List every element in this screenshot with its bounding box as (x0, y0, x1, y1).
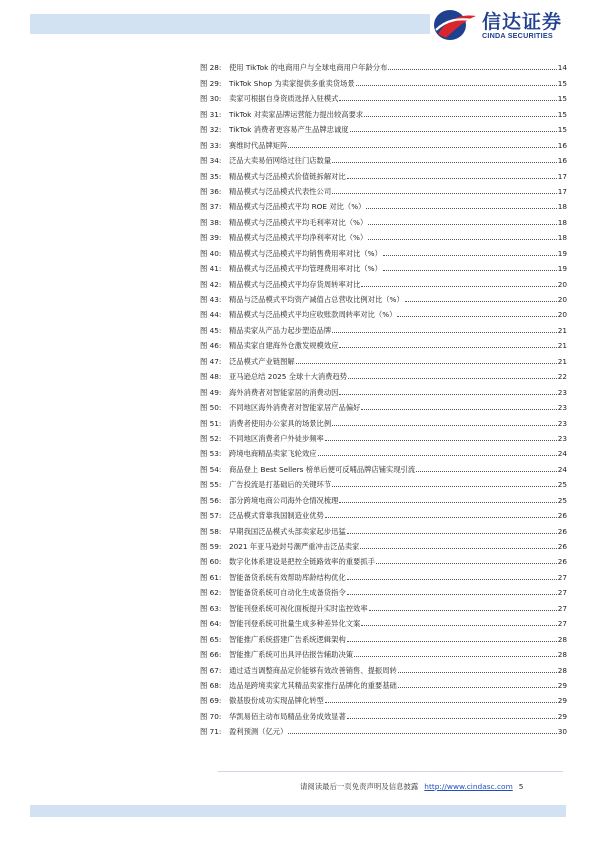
toc-entry[interactable] (200, 721, 567, 736)
toc-entry[interactable] (200, 304, 567, 319)
toc-entry[interactable] (200, 289, 567, 304)
toc-figure-title: 泛品大卖易佰网络过往门店数量 (229, 156, 332, 166)
toc-figure-label: 图 38: (200, 217, 222, 227)
toc-dot-leader (339, 347, 556, 348)
toc-page-number: 14 (557, 63, 567, 73)
toc-entry[interactable] (200, 644, 567, 659)
toc-page-number: 25 (557, 480, 567, 490)
toc-figure-label: 图 45: (200, 325, 222, 335)
toc-dot-leader (383, 255, 557, 256)
toc-figure-label: 图 69: (200, 696, 222, 706)
toc-figure-title: 精品卖家从产品力起步塑造品牌 (229, 325, 332, 335)
toc-dot-leader (388, 69, 556, 70)
toc-figure-label: 图 36: (200, 186, 222, 196)
toc-figure-title: 盈利预测（亿元） (229, 727, 288, 737)
toc-figure-label: 图 34: (200, 156, 222, 166)
toc-dot-leader (350, 131, 557, 132)
toc-figure-title: 精品与泛品模式平均资产减值占总营收比例对比（%） (229, 295, 404, 304)
toc-figure-label: 图 30: (200, 94, 222, 104)
toc-page-number: 20 (557, 295, 567, 304)
toc-page-number: 18 (557, 217, 567, 227)
toc-figure-title: 泛品模式背靠我国制造业优势 (229, 511, 324, 521)
toc-figure-label: 图 31: (200, 109, 222, 119)
toc-entry[interactable] (200, 211, 567, 226)
toc-figure-label: 图 61: (200, 572, 222, 582)
toc-dot-leader (405, 301, 557, 302)
toc-figure-label: 图 32: (200, 125, 222, 135)
toc-figure-label: 图 47: (200, 356, 222, 366)
toc-figure-label: 图 39: (200, 233, 222, 243)
toc-entry[interactable] (200, 474, 567, 489)
toc-entry[interactable] (200, 165, 567, 180)
toc-figure-title: 精品模式与泛品模式价值链拆解对比 (229, 171, 346, 181)
toc-page-number: 27 (557, 619, 567, 629)
toc-entry[interactable] (200, 227, 567, 242)
toc-figure-label: 图 67: (200, 665, 222, 675)
toc-figure-label: 图 63: (200, 603, 222, 613)
toc-figure-title: 智能推广系统可出具评估报告辅助决策 (229, 650, 354, 660)
logo-text-cn: 信达证券 (482, 11, 563, 33)
toc-page-number: 29 (557, 711, 567, 721)
toc-entry[interactable] (200, 366, 567, 381)
toc-entry[interactable] (200, 520, 567, 535)
toc-page-number: 26 (557, 526, 567, 536)
toc-figure-title: 泛品模式产业链图解 (229, 356, 295, 366)
toc-figure-label: 图 43: (200, 295, 222, 304)
toc-entry[interactable] (200, 675, 567, 690)
toc-figure-title: 跨境电商精品卖家飞轮效应 (229, 449, 317, 459)
toc-dot-leader (361, 625, 556, 626)
toc-page-number: 25 (557, 495, 567, 505)
toc-figure-title: 卖家可根据自身资质选择入驻模式 (229, 94, 339, 104)
toc-page-number: 18 (557, 233, 567, 243)
toc-entry[interactable] (200, 72, 567, 87)
toc-entry[interactable] (200, 150, 567, 165)
toc-entry[interactable] (200, 536, 567, 551)
toc-dot-leader (364, 116, 557, 117)
toc-figure-title: TikTok Shop 为卖家提供多重卖货场景 (229, 78, 355, 88)
toc-figure-title: 精品模式与泛品模式平均净利率对比（%） (229, 233, 368, 243)
toc-figure-label: 图 35: (200, 171, 222, 181)
toc-page-number: 23 (557, 387, 567, 397)
toc-figure-label: 图 28: (200, 63, 222, 73)
toc-entry[interactable] (200, 258, 567, 273)
toc-figure-label: 图 52: (200, 433, 222, 443)
toc-entry[interactable] (200, 319, 567, 334)
toc-figure-title: 不同地区海外消费者对智能家居产品偏好 (229, 403, 361, 413)
toc-page-number: 15 (557, 125, 567, 135)
toc-dot-leader (347, 178, 557, 179)
toc-dot-leader (360, 548, 556, 549)
toc-entry[interactable] (200, 458, 567, 473)
toc-figure-label: 图 51: (200, 418, 222, 428)
toc-page-number: 28 (557, 634, 567, 644)
toc-figure-label: 图 56: (200, 495, 222, 505)
toc-figure-label: 图 54: (200, 464, 222, 474)
toc-figure-label: 图 60: (200, 557, 222, 567)
toc-dot-leader (325, 702, 557, 703)
toc-figure-title: 智能推广系统搭建广告系统逻辑架构 (229, 634, 346, 644)
toc-page-number: 21 (557, 325, 567, 335)
toc-dot-leader (397, 316, 556, 317)
toc-figure-title: 精品模式与泛品模式平均销售费用率对比（%） (229, 248, 382, 258)
toc-entry[interactable] (200, 443, 567, 458)
toc-entry[interactable] (200, 88, 567, 103)
toc-page-number: 30 (557, 727, 567, 737)
cinda-logo (432, 6, 572, 42)
toc-dot-leader (347, 533, 557, 534)
toc-figure-label: 图 53: (200, 449, 222, 459)
toc-entry[interactable] (200, 628, 567, 643)
toc-page-number: 21 (557, 356, 567, 366)
toc-entry[interactable] (200, 196, 567, 211)
page-number: 5 (518, 782, 524, 791)
toc-page-number: 15 (557, 78, 567, 88)
toc-figure-title: 早期我国泛品模式头部卖家起步迅猛 (229, 526, 346, 536)
toc-dot-leader (339, 394, 556, 395)
toc-figure-label: 图 59: (200, 542, 222, 551)
toc-figure-title: 精品模式与泛品模式平均存货周转率对比 (229, 279, 361, 289)
toc-entry[interactable] (200, 181, 567, 196)
toc-figure-label: 图 42: (200, 279, 222, 289)
toc-dot-leader (332, 332, 557, 333)
toc-figure-label: 图 41: (200, 264, 222, 274)
toc-page-number: 19 (557, 248, 567, 258)
toc-page-number: 17 (557, 171, 567, 181)
toc-dot-leader (376, 563, 557, 564)
toc-figure-title: 使用 TikTok 的电商用户与全球电商用户年龄分布 (229, 63, 388, 73)
toc-figure-title: 部分跨境电商公司海外仓情况梳理 (229, 495, 339, 505)
toc-page-number: 21 (557, 341, 567, 351)
footer-divider (218, 771, 563, 772)
toc-dot-leader (332, 193, 557, 194)
toc-page-number: 22 (557, 372, 567, 382)
toc-page-number: 16 (557, 156, 567, 166)
toc-figure-title: 华凯易佰主动布局精品业务成效显著 (229, 711, 346, 721)
toc-entry[interactable] (200, 103, 567, 118)
footer (300, 781, 523, 792)
toc-figure-title: 智能刊登系统可视化面板提升实时监控效率 (229, 603, 368, 613)
toc-page-number: 20 (557, 310, 567, 320)
toc-figure-title: 精品模式与泛品模式代表性公司 (229, 186, 332, 196)
toc-figure-title: 精品模式与泛品模式平均应收账款周转率对比（%） (229, 310, 397, 320)
toc-figure-label: 图 49: (200, 387, 222, 397)
logo-text-en: CINDA SECURITIES (482, 31, 553, 40)
toc-page-number: 23 (557, 433, 567, 443)
toc-entry[interactable] (200, 381, 567, 396)
footer-url-link[interactable]: http://www.cindasc.com (424, 782, 513, 791)
toc-figure-title: 智能备货系统有效帮助库龄结构优化 (229, 572, 346, 582)
toc-figure-title: 消费者使用办公家具的场景比例 (229, 418, 332, 428)
toc-entry[interactable] (200, 134, 567, 149)
toc-page-number: 27 (557, 588, 567, 598)
toc-figure-title: 精品模式与泛品模式平均 ROE 对比（%） (229, 202, 366, 212)
toc-dot-leader (416, 471, 556, 472)
toc-dot-leader (356, 85, 557, 86)
toc-dot-leader (288, 733, 556, 734)
toc-dot-leader (366, 208, 556, 209)
toc-page-number: 18 (557, 202, 567, 212)
toc-figure-title: 精品模式与泛品模式平均管理费用率对比（%） (229, 264, 382, 274)
toc-figure-label: 图 68: (200, 680, 222, 690)
toc-dot-leader (325, 517, 557, 518)
toc-figure-label: 图 57: (200, 511, 222, 521)
toc-figure-title: 广告投流是打基础后的关键环节 (229, 480, 332, 490)
toc-entry[interactable] (200, 57, 567, 72)
toc-entry[interactable] (200, 597, 567, 612)
toc-dot-leader (369, 610, 557, 611)
toc-entry[interactable] (200, 242, 567, 257)
toc-entry[interactable] (200, 690, 567, 705)
toc-dot-leader (361, 286, 556, 287)
toc-page-number: 26 (557, 511, 567, 521)
toc-entry[interactable] (200, 350, 567, 365)
toc-entry[interactable] (200, 119, 567, 134)
toc-figure-label: 图 48: (200, 372, 222, 382)
toc-figure-title: 不同地区消费者户外徒步频率 (229, 433, 324, 443)
toc-entry[interactable] (200, 489, 567, 504)
toc-dot-leader (332, 425, 557, 426)
toc-figure-label: 图 64: (200, 619, 222, 629)
toc-figure-title: 傲基股份成功实现品牌化转型 (229, 696, 324, 706)
toc-figure-label: 图 55: (200, 480, 222, 490)
toc-dot-leader (368, 239, 556, 240)
toc-figure-label: 图 33: (200, 140, 222, 150)
toc-dot-leader (347, 641, 557, 642)
toc-entry[interactable] (200, 551, 567, 566)
toc-page-number: 27 (557, 572, 567, 582)
toc-entry[interactable] (200, 412, 567, 427)
cinda-logo-icon (432, 8, 478, 42)
toc-figure-label: 图 29: (200, 78, 222, 88)
toc-page-number: 26 (557, 542, 567, 551)
figure-list (200, 57, 567, 736)
toc-page-number: 15 (557, 94, 567, 104)
toc-figure-title: TikTok 消费者更容易产生品牌忠诚度 (229, 125, 349, 135)
toc-page-number: 17 (557, 186, 567, 196)
toc-figure-title: TikTok 对卖家品牌运营能力提出较高要求 (229, 109, 364, 119)
toc-dot-leader (296, 363, 557, 364)
toc-page-number: 23 (557, 403, 567, 413)
toc-dot-leader (398, 687, 557, 688)
footer-disclaimer: 请阅读最后一页免责声明及信息披露 (300, 782, 419, 791)
toc-page-number: 26 (557, 557, 567, 567)
toc-figure-title: 精品卖家自建海外仓激发规模效应 (229, 341, 339, 351)
toc-figure-title: 海外消费者对智能家居的消费动因 (229, 387, 339, 397)
toc-figure-label: 图 46: (200, 341, 222, 351)
toc-dot-leader (354, 656, 557, 657)
toc-page-number: 16 (557, 140, 567, 150)
toc-page-number: 15 (557, 109, 567, 119)
toc-figure-label: 图 66: (200, 650, 222, 660)
toc-dot-leader (318, 455, 557, 456)
toc-figure-label: 图 44: (200, 310, 222, 320)
toc-page-number: 29 (557, 696, 567, 706)
toc-figure-title: 选品是跨境卖家尤其精品卖家推行品牌化的重要基础 (229, 680, 397, 690)
toc-entry[interactable] (200, 428, 567, 443)
toc-entry[interactable] (200, 397, 567, 412)
toc-figure-label: 图 71: (200, 727, 222, 737)
toc-page-number: 29 (557, 680, 567, 690)
toc-entry[interactable] (200, 705, 567, 720)
toc-figure-title: 精品模式与泛品模式平均毛利率对比（%） (229, 217, 368, 227)
toc-dot-leader (347, 579, 557, 580)
toc-dot-leader (339, 100, 556, 101)
toc-figure-title: 智能备货系统可自动化生成备货指令 (229, 588, 346, 598)
toc-dot-leader (332, 162, 557, 163)
toc-entry[interactable] (200, 505, 567, 520)
toc-page-number: 19 (557, 264, 567, 274)
toc-page-number: 20 (557, 279, 567, 289)
toc-entry[interactable] (200, 659, 567, 674)
toc-figure-label: 图 58: (200, 526, 222, 536)
toc-figure-label: 图 65: (200, 634, 222, 644)
toc-dot-leader (347, 594, 557, 595)
toc-figure-title: 数字化体系建设是把控全链路效率的重要抓手 (229, 557, 375, 567)
toc-entry[interactable] (200, 582, 567, 597)
toc-figure-label: 图 70: (200, 711, 222, 721)
toc-entry[interactable] (200, 566, 567, 581)
toc-page-number: 24 (557, 464, 567, 474)
toc-figure-title: 2021 年亚马逊封号潮严重冲击泛品卖家 (229, 542, 360, 551)
toc-entry[interactable] (200, 273, 567, 288)
toc-dot-leader (348, 378, 557, 379)
toc-page-number: 28 (557, 650, 567, 660)
toc-figure-title: 商品登上 Best Sellers 榜单后便可反哺品牌店铺实现引流 (229, 464, 416, 474)
toc-dot-leader (383, 270, 557, 271)
toc-dot-leader (339, 502, 556, 503)
toc-dot-leader (325, 440, 557, 441)
header-band (30, 14, 430, 34)
toc-dot-leader (398, 672, 557, 673)
footer-band (30, 805, 566, 817)
toc-figure-label: 图 40: (200, 248, 222, 258)
toc-dot-leader (332, 486, 557, 487)
toc-page-number: 23 (557, 418, 567, 428)
toc-dot-leader (288, 147, 556, 148)
toc-figure-label: 图 62: (200, 588, 222, 598)
toc-entry[interactable] (200, 335, 567, 350)
toc-entry[interactable] (200, 613, 567, 628)
toc-figure-title: 智能刊登系统可批量生成多种差异化文案 (229, 619, 361, 629)
toc-page-number: 27 (557, 603, 567, 613)
toc-dot-leader (347, 718, 557, 719)
toc-figure-label: 图 37: (200, 202, 222, 212)
toc-dot-leader (368, 224, 556, 225)
toc-page-number: 24 (557, 449, 567, 459)
toc-dot-leader (361, 409, 556, 410)
toc-figure-label: 图 50: (200, 403, 222, 413)
toc-figure-title: 赛维时代品牌矩阵 (229, 140, 288, 150)
toc-page-number: 28 (557, 665, 567, 675)
toc-figure-title: 通过适当调整商品定价能够有效改善销售、提振周转 (229, 665, 397, 675)
toc-figure-title: 亚马逊总结 2025 全球十大消费趋势 (229, 372, 348, 382)
